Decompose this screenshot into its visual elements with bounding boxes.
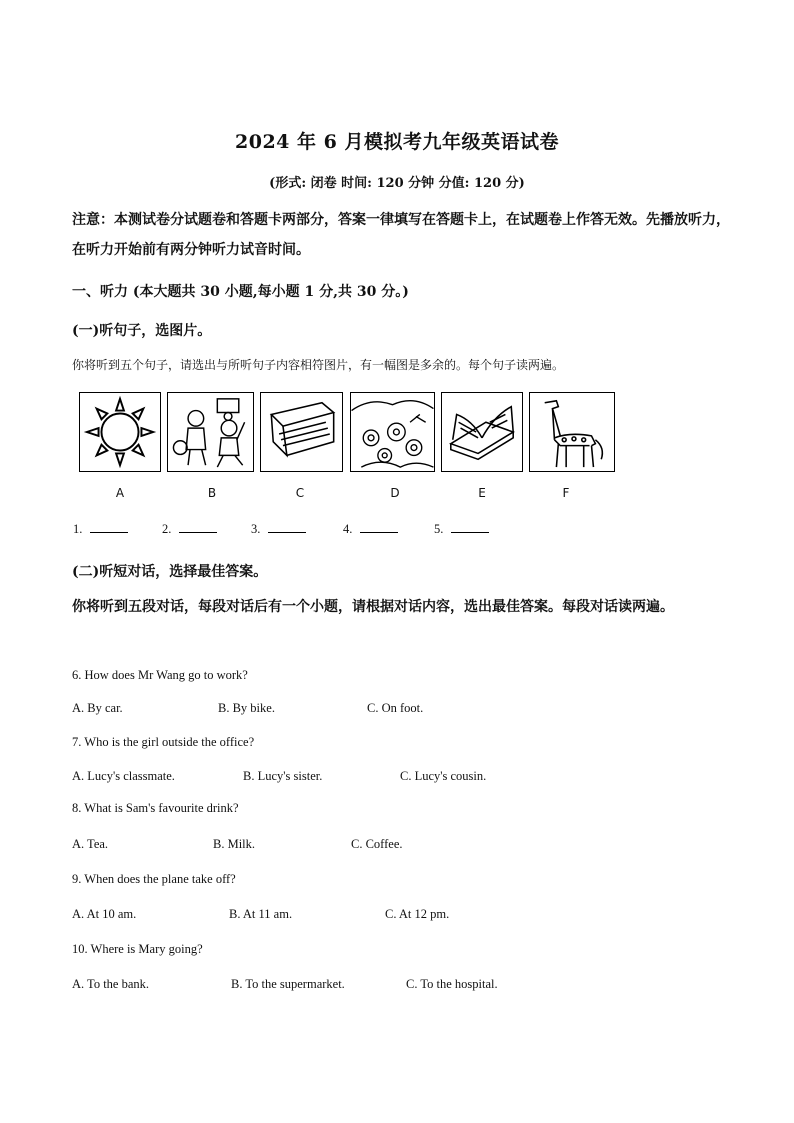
answer-blank-3[interactable] (251, 522, 306, 537)
part1-heading: (一)听句子，选图片。 (72, 323, 212, 339)
part1-instruction: 你将听到五个句子，请选出与所听句子内容相符图片，有一幅图是多余的。每个句子读两遍。 (72, 358, 565, 372)
blank-number: 5. (434, 522, 444, 536)
option-6c[interactable]: C. On foot. (367, 701, 424, 715)
option-8a[interactable]: A. Tea. (72, 837, 109, 851)
blank-number: 2. (162, 522, 172, 536)
option-10c[interactable]: C. To the hospital. (406, 977, 498, 991)
blank-number: 1. (73, 522, 83, 536)
picture-b (167, 392, 254, 472)
question-6: 6. How does Mr Wang go to work? (72, 668, 248, 682)
blank-line[interactable] (360, 522, 398, 533)
option-8b[interactable]: B. Milk. (213, 837, 256, 851)
section-listening-heading: 一、听力 (本大题共 30 小题,每小题 1 分,共 30 分。) (72, 284, 409, 300)
answer-blank-2[interactable] (162, 522, 217, 537)
blank-number: 4. (343, 522, 353, 536)
blank-number: 3. (251, 522, 261, 536)
picture-c (260, 392, 343, 472)
blank-line[interactable] (90, 522, 128, 533)
picture-f (529, 392, 615, 472)
open-book-icon (442, 393, 522, 471)
part2-heading: (二)听短对话，选择最佳答案。 (72, 564, 268, 580)
option-6a[interactable]: A. By car. (72, 701, 123, 715)
giraffe-icon (530, 393, 614, 471)
option-6b[interactable]: B. By bike. (218, 701, 275, 715)
option-7c[interactable]: C. Lucy's cousin. (400, 769, 487, 783)
exam-subtitle: (形式: 闭卷 时间: 120 分钟 分值: 120 分) (269, 176, 525, 191)
picture-label-c: C (295, 486, 305, 500)
picture-label-f: F (562, 486, 570, 500)
option-9b[interactable]: B. At 11 am. (229, 907, 293, 921)
question-9: 9. When does the plane take off? (72, 872, 236, 886)
question-7: 7. Who is the girl outside the office? (72, 735, 255, 749)
answer-blank-4[interactable] (343, 522, 398, 537)
question-10: 10. Where is Mary going? (72, 942, 203, 956)
kids-basketball-icon (168, 393, 253, 471)
picture-label-a: A (115, 486, 125, 500)
blank-line[interactable] (268, 522, 306, 533)
option-10a[interactable]: A. To the bank. (72, 977, 150, 991)
blank-line[interactable] (179, 522, 217, 533)
answer-blank-1[interactable] (73, 522, 128, 537)
option-9a[interactable]: A. At 10 am. (72, 907, 137, 921)
option-10b[interactable]: B. To the supermarket. (231, 977, 345, 991)
picture-label-b: B (207, 486, 217, 500)
option-8c[interactable]: C. Coffee. (351, 837, 403, 851)
picture-d (350, 392, 435, 472)
pencil-case-icon (261, 393, 342, 471)
picture-e (441, 392, 523, 472)
question-8: 8. What is Sam's favourite drink? (72, 801, 239, 815)
notice-paragraph: 注意：本测试卷分试题卷和答题卡两部分，答案一律填写在答题卡上，在试题卷上作答无效。先播放听力，在听力开始前有两分钟听力试音时间。 (72, 212, 730, 258)
exam-title: 2024 年 6 月模拟考九年级英语试卷 (235, 131, 559, 153)
part2-instruction: 你将听到五段对话，每段对话后有一个小题，请根据对话内容，选出最佳答案。每段对话读两遍。 (72, 599, 674, 615)
sun-icon (80, 393, 160, 471)
blank-line[interactable] (451, 522, 489, 533)
picture-label-e: E (478, 486, 486, 500)
picture-a (79, 392, 161, 472)
picture-label-d: D (390, 486, 400, 500)
option-7b[interactable]: B. Lucy's sister. (243, 769, 323, 783)
option-7a[interactable]: A. Lucy's classmate. (72, 769, 175, 783)
answer-blank-5[interactable] (434, 522, 489, 537)
option-9c[interactable]: C. At 12 pm. (385, 907, 450, 921)
flowers-icon (351, 393, 434, 471)
